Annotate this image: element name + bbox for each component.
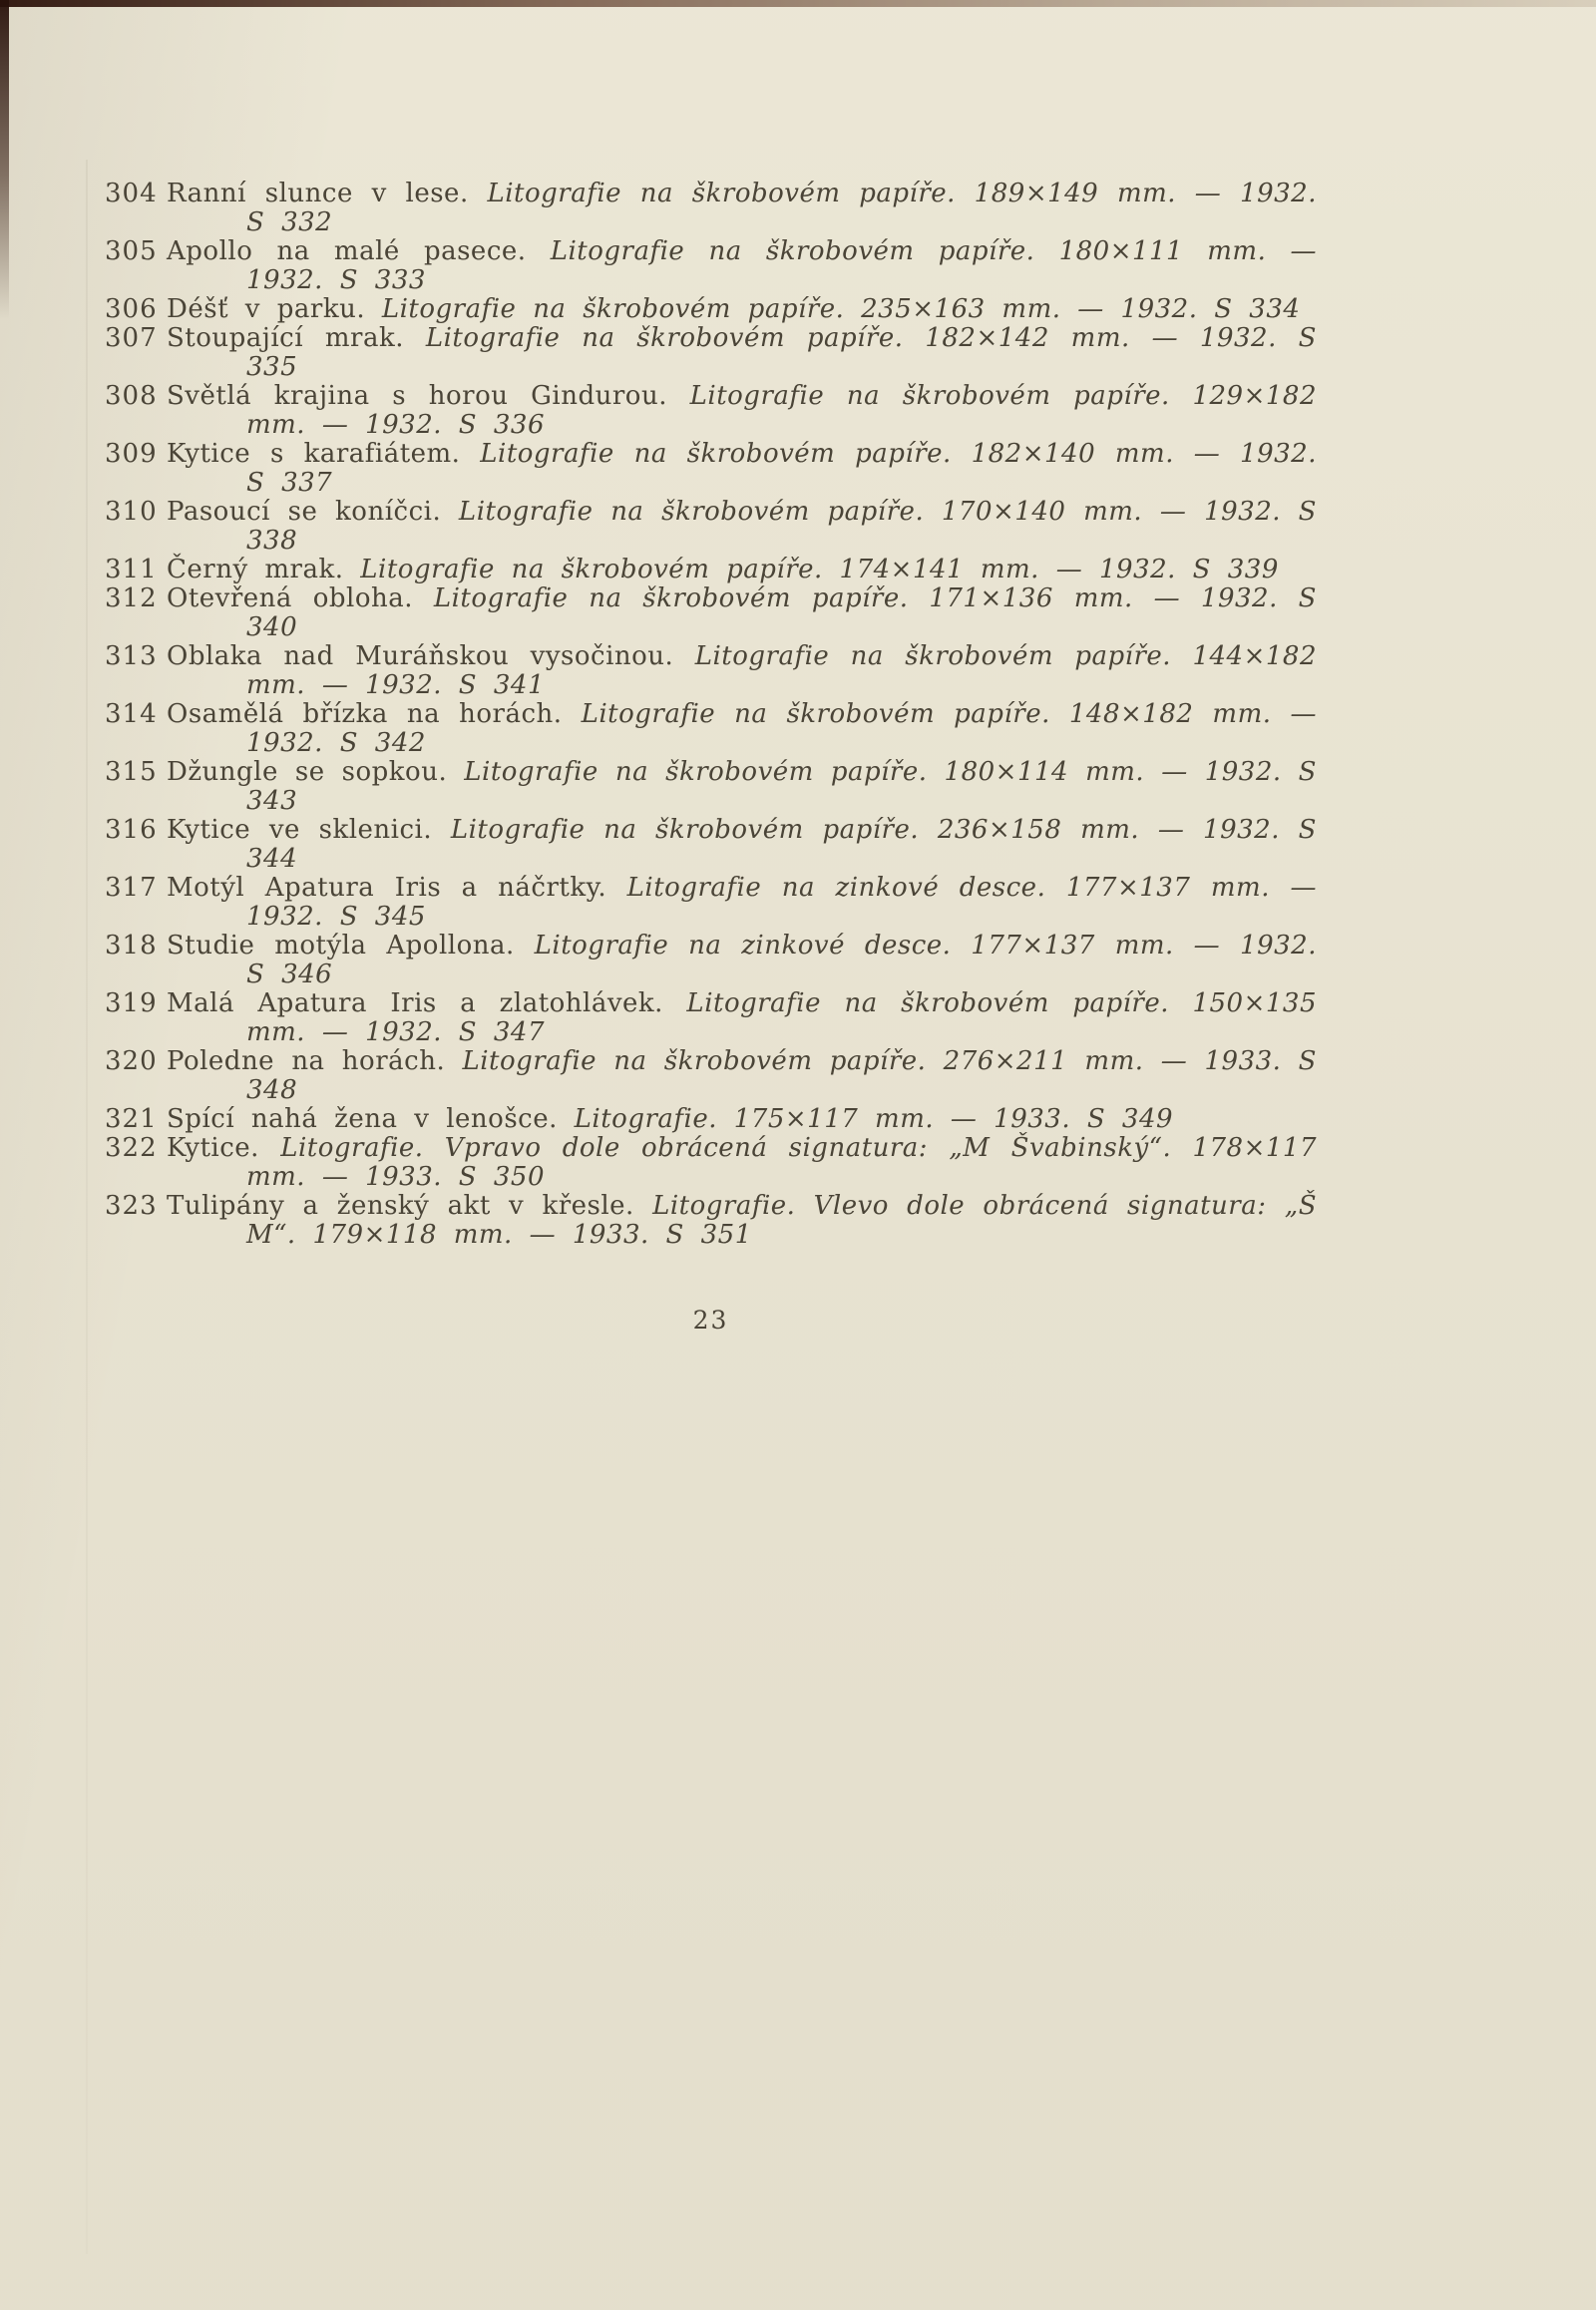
entry-title: Kytice s karafiátem. <box>167 439 481 469</box>
catalog-entry <box>105 180 1317 237</box>
catalog-entry <box>105 816 1317 874</box>
entry-text <box>167 758 1317 816</box>
entry-title: Pasoucí se koníčci. <box>167 497 459 527</box>
entry-text <box>167 556 1317 584</box>
entry-text <box>167 498 1317 556</box>
entry-text <box>167 180 1317 237</box>
entry-number: 314 <box>105 699 158 729</box>
entry-title: Otevřená obloha. <box>167 583 434 613</box>
catalog-entry <box>105 700 1317 758</box>
entry-details: Litografie na škrobovém papíře. 170×140 mm. — 1932. S 338 <box>246 497 1317 556</box>
entry-number: 315 <box>105 757 158 787</box>
entry-number: 304 <box>105 179 158 208</box>
entry-number: 311 <box>105 555 158 584</box>
catalog-entry <box>105 1192 1317 1250</box>
catalog-entry <box>105 758 1317 816</box>
entry-text <box>167 874 1317 932</box>
scan-edge-top <box>0 0 1596 7</box>
entry-title: Poledne na horách. <box>167 1046 463 1076</box>
catalog-entry <box>105 556 1317 584</box>
entry-number: 316 <box>105 815 158 845</box>
catalog-entry <box>105 584 1317 642</box>
entry-text <box>167 295 1317 324</box>
entry-details: Litografie na škrobovém papíře. 189×149 mm. — 1932. S 332 <box>246 179 1317 237</box>
entry-details: Litografie na škrobovém papíře. 129×182 mm. — 1932. S 336 <box>246 381 1317 440</box>
entry-details: Litografie na škrobovém papíře. 148×182 mm. — 1932. S 342 <box>246 699 1318 758</box>
entry-text <box>167 1047 1317 1105</box>
entry-details: Litografie. Vlevo dole obrácená signatura: „Š M“. 179×118 mm. — 1933. S 351 <box>246 1191 1317 1250</box>
entry-details: Litografie na škrobovém papíře. 182×142 mm. — 1932. S 335 <box>246 323 1317 382</box>
entry-details: Litografie na škrobovém papíře. 171×136 mm. — 1932. S 340 <box>246 583 1317 642</box>
entry-details: Litografie na škrobovém papíře. 144×182 mm. — 1932. S 341 <box>246 641 1317 700</box>
entry-number: 317 <box>105 873 158 903</box>
entry-text <box>167 932 1317 989</box>
entry-title: Světlá krajina s horou Gindurou. <box>167 381 690 411</box>
entry-title: Černý mrak. <box>167 555 361 584</box>
catalog-entry <box>105 440 1317 498</box>
entry-text <box>167 1134 1317 1192</box>
entry-title: Tulipány a ženský akt v křesle. <box>167 1191 653 1221</box>
catalog-entry <box>105 237 1317 295</box>
entry-title: Oblaka nad Muráňskou vysočinou. <box>167 641 695 671</box>
entry-title: Kytice. <box>167 1133 281 1163</box>
entry-title: Ranní slunce v lese. <box>167 179 488 208</box>
entry-details: Litografie na škrobovém papíře. 180×114 mm. — 1932. S 343 <box>246 757 1317 816</box>
entry-number: 321 <box>105 1104 158 1134</box>
catalog-entry <box>105 324 1317 382</box>
entry-text <box>167 440 1317 498</box>
entry-details: Litografie. Vpravo dole obrácená signatura: „M Švabinský“. 178×117 mm. — 1933. S 350 <box>246 1133 1317 1192</box>
entry-number: 309 <box>105 439 158 469</box>
entry-title: Malá Apatura Iris a zlatohlávek. <box>167 988 687 1018</box>
entry-details: Litografie na škrobovém papíře. 150×135 mm. — 1932. S 347 <box>246 988 1318 1047</box>
catalog-entry <box>105 642 1317 700</box>
entry-title: Kytice ve sklenici. <box>167 815 451 845</box>
entry-number: 308 <box>105 381 158 411</box>
catalog-entry <box>105 295 1317 324</box>
entry-text <box>167 1192 1317 1250</box>
entry-title: Osamělá břízka na horách. <box>167 699 582 729</box>
entry-number: 320 <box>105 1046 158 1076</box>
catalog-entry <box>105 932 1317 989</box>
paper-crease <box>86 160 88 2254</box>
entry-details: Litografie na zinkové desce. 177×137 mm. — 1932. S 345 <box>246 873 1317 932</box>
entry-text <box>167 1105 1317 1134</box>
entry-details: Litografie na škrobovém papíře. 236×158 mm. — 1932. S 344 <box>246 815 1317 874</box>
entry-details: Litografie na zinkové desce. 177×137 mm. — 1932. S 346 <box>246 931 1317 989</box>
entry-details: Litografie na škrobovém papíře. 180×111 mm. — 1932. S 333 <box>246 236 1317 295</box>
entry-details: Litografie. 175×117 mm. — 1933. S 349 <box>574 1104 1174 1134</box>
entry-number: 322 <box>105 1133 158 1163</box>
entry-number: 319 <box>105 988 158 1018</box>
catalog-page-content <box>105 180 1317 1335</box>
catalog-entry <box>105 382 1317 440</box>
entry-title: Déšť v parku. <box>167 294 382 324</box>
entry-number: 310 <box>105 497 158 527</box>
entry-text <box>167 642 1317 700</box>
catalog-entry <box>105 1047 1317 1105</box>
entry-title: Stoupající mrak. <box>167 323 426 353</box>
entry-details: Litografie na škrobovém papíře. 276×211 mm. — 1933. S 348 <box>246 1046 1317 1105</box>
page-number: 23 <box>692 1306 729 1335</box>
entry-details: Litografie na škrobovém papíře. 174×141 mm. — 1932. S 339 <box>360 555 1279 584</box>
entry-number: 318 <box>105 931 158 961</box>
entry-text <box>167 700 1317 758</box>
entry-text <box>167 324 1317 382</box>
entry-title: Motýl Apatura Iris a náčrtky. <box>167 873 627 903</box>
entry-text <box>167 989 1317 1047</box>
entry-details: Litografie na škrobovém papíře. 182×140 mm. — 1932. S 337 <box>246 439 1317 498</box>
entry-title: Apollo na malé pasece. <box>167 236 551 266</box>
entry-details: Litografie na škrobovém papíře. 235×163 mm. — 1932. S 334 <box>381 294 1301 324</box>
catalog-entry <box>105 498 1317 556</box>
entry-number: 312 <box>105 583 158 613</box>
entry-text <box>167 584 1317 642</box>
entry-title: Spící nahá žena v lenošce. <box>167 1104 575 1134</box>
entry-number: 306 <box>105 294 158 324</box>
catalog-entry <box>105 1105 1317 1134</box>
catalog-entry <box>105 1134 1317 1192</box>
catalog-entry <box>105 874 1317 932</box>
entry-title: Studie motýla Apollona. <box>167 931 535 961</box>
entry-text <box>167 816 1317 874</box>
entry-number: 313 <box>105 641 158 671</box>
entry-number: 305 <box>105 236 158 266</box>
catalog-list <box>105 180 1317 1250</box>
entry-number: 307 <box>105 323 158 353</box>
scan-edge-left <box>0 0 9 319</box>
entry-title: Džungle se sopkou. <box>167 757 465 787</box>
entry-number: 323 <box>105 1191 158 1221</box>
catalog-entry <box>105 989 1317 1047</box>
entry-text <box>167 237 1317 295</box>
entry-text <box>167 382 1317 440</box>
